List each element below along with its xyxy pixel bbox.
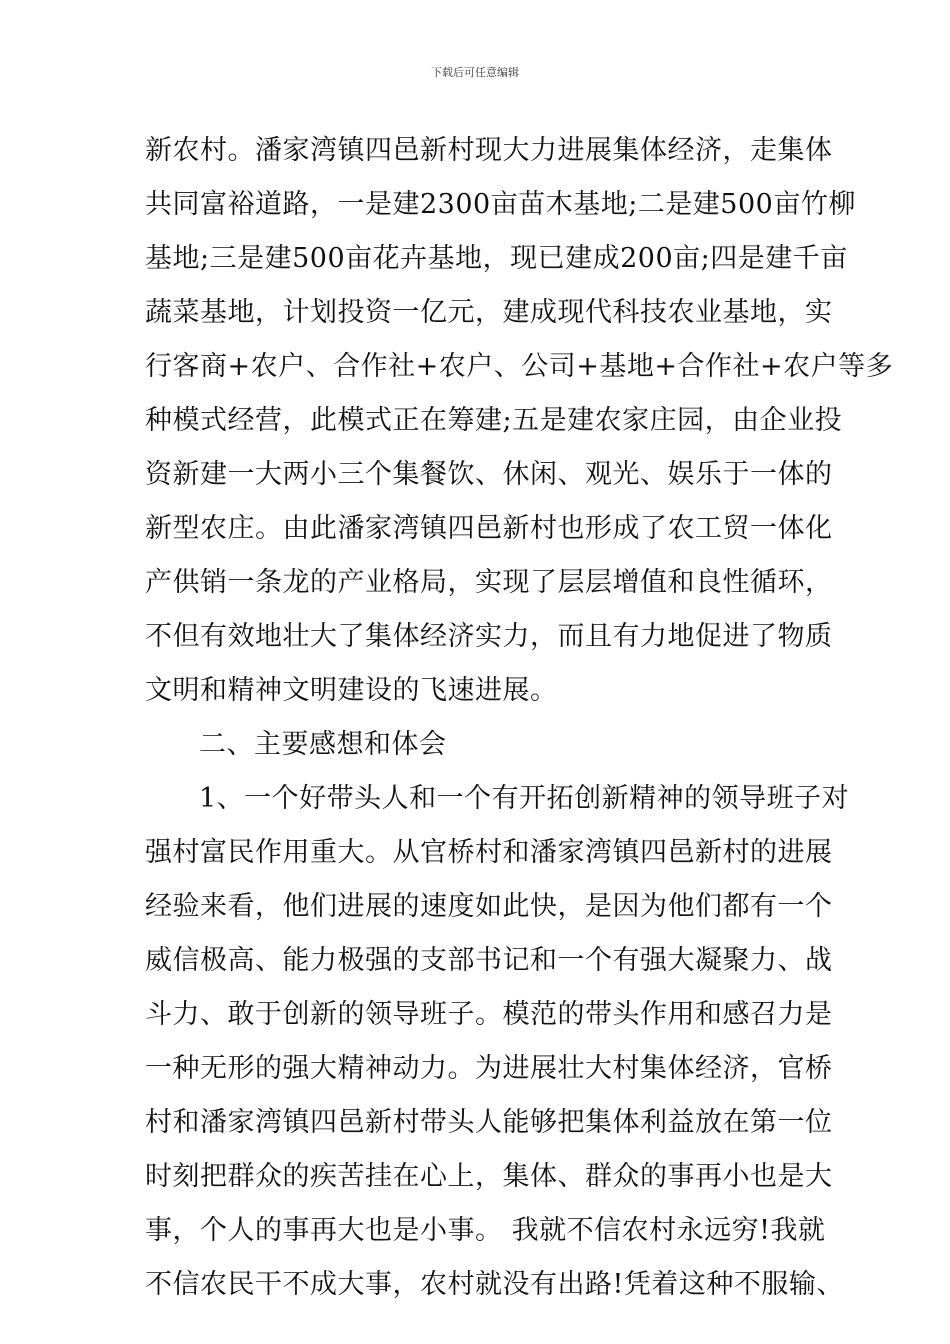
text-line: 基地;三是建500亩花卉基地，现已建成200亩;四是建千亩	[145, 243, 848, 274]
text-line: 事，个人的事再大也是小事。 我就不信农村永远穷!我就	[145, 1215, 826, 1246]
text-line: 新农村。潘家湾镇四邑新村现大力进展集体经济，走集体	[145, 135, 833, 166]
text-line: 经验来看，他们进展的速度如此快，是因为他们都有一个	[145, 891, 833, 922]
text-line: 不但有效地壮大了集体经济实力，而且有力地促进了物质	[145, 621, 833, 652]
text-line: 产供销一条龙的产业格局，实现了层层增值和良性循环，	[145, 567, 833, 598]
text-line: 新型农庄。由此潘家湾镇四邑新村也形成了农工贸一体化	[145, 513, 833, 544]
text-line: 共同富裕道路，一是建2300亩苗木基地;二是建500亩竹柳	[145, 189, 856, 220]
text-line: 1、一个好带头人和一个有开拓创新精神的领导班子对	[199, 783, 850, 814]
text-line: 村和潘家湾镇四邑新村带头人能够把集体利益放在第一位	[145, 1107, 833, 1138]
page-header: 下载后可任意编辑	[431, 66, 519, 79]
text-line: 种模式经营，此模式正在筹建;五是建农家庄园，由企业投	[145, 405, 843, 436]
text-line: 蔬菜基地，计划投资一亿元，建成现代科技农业基地，实	[145, 297, 833, 328]
section-heading: 二、主要感想和体会	[199, 729, 447, 760]
text-line: 威信极高、能力极强的支部书记和一个有强大凝聚力、战	[145, 945, 833, 976]
text-line: 斗力、敢于创新的领导班子。模范的带头作用和感召力是	[145, 999, 833, 1030]
text-line: 一种无形的强大精神动力。为进展壮大村集体经济，官桥	[145, 1053, 833, 1084]
text-line: 强村富民作用重大。从官桥村和潘家湾镇四邑新村的进展	[145, 837, 833, 868]
text-line: 资新建一大两小三个集餐饮、休闲、观光、娱乐于一体的	[145, 459, 833, 490]
text-line: 不信农民干不成大事，农村就没有出路!凭着这种不服输、	[145, 1269, 844, 1300]
text-line: 时刻把群众的疾苦挂在心上，集体、群众的事再小也是大	[145, 1161, 833, 1192]
document-body	[145, 124, 894, 1312]
text-line: 文明和精神文明建设的飞速进展。	[145, 675, 558, 706]
text-line: 行客商+农户、合作社+农户、公司+基地+合作社+农户等多	[145, 351, 894, 382]
